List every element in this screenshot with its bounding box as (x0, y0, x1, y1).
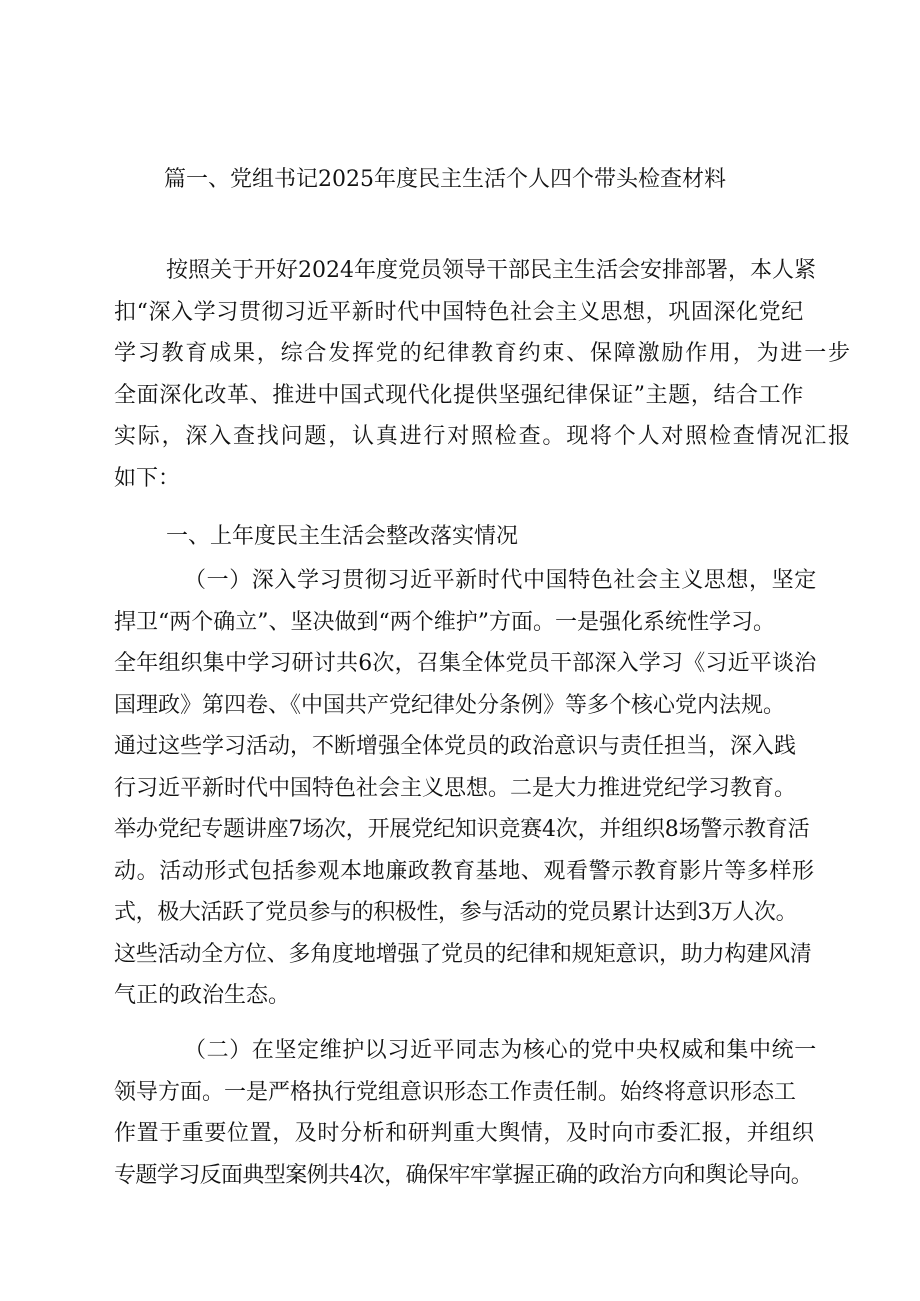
paragraph-line: 捍卫“两个确立”、坚决做到“两个维护”方面。一是强化系统性学习。 (114, 609, 775, 635)
paragraph-line: 扣“深入学习贯彻习近平新时代中国特色社会主义思想，巩固深化党纪 (114, 299, 804, 325)
paragraph-line: 作置于重要位置，及时分析和研判重大舆情，及时向市委汇报，并组织 (114, 1121, 815, 1146)
paragraph-line: 如下： (114, 465, 181, 491)
paragraph-line: 通过这些学习活动，不断增强全体党员的政治意识与责任担当，深入践 (114, 734, 797, 759)
document-title: 篇一、党组书记2025年度民主生活个人四个带头检查材料 (164, 167, 726, 192)
section-heading-text: 一、上年度民主生活会整改落实情况 (166, 524, 519, 549)
paragraph-line: （一）深入学习贯彻习近平新时代中国特色社会主义思想，坚定 (184, 568, 817, 593)
paragraph-line: 举办党纪专题讲座7场次，开展党纪知识竞赛4次，并组织8场警示教育活 (114, 817, 810, 842)
paragraph-line: 气正的政治生态。 (114, 983, 291, 1008)
paragraph-line: 领导方面。一是严格执行党组意识形态工作责任制。始终将意识形态工 (114, 1079, 797, 1105)
section-two-paragraph (114, 1030, 854, 1196)
paragraph-line: 按照关于开好2024年度党员领导干部民主生活会安排部署，本人紧 (166, 258, 816, 283)
paragraph-line: 实际，深入查找问题，认真进行对照检查。现将个人对照检查情况汇报 (114, 424, 852, 449)
paragraph-line: 式，极大活跃了党员参与的积极性，参与活动的党员累计达到3万人次。 (114, 900, 798, 925)
paragraph-line: 动。活动形式包括参观本地廉政教育基地、观看警示教育影片等多样形 (114, 858, 815, 884)
paragraph-line: 全面深化改革、推进中国式现代化提供坚强纪律保证”主题，结合工作 (114, 382, 804, 408)
paragraph-line: 学习教育成果，综合发挥党的纪律教育约束、保障激励作用，为进一步 (114, 341, 852, 366)
section-heading (114, 516, 854, 558)
paragraph-line: 国理政》第四卷、《中国共产党纪律处分条例》等多个核心党内法规。 (114, 692, 786, 718)
section-one-paragraph (114, 560, 854, 1017)
intro-paragraph (114, 250, 854, 499)
paragraph-line: 专题学习反面典型案例共4次，确保牢牢掌握正确的政治方向和舆论导向。 (114, 1162, 813, 1188)
paragraph-line: 这些活动全方位、多角度地增强了党员的纪律和规矩意识，助力构建风清 (114, 941, 812, 967)
paragraph-line: 行习近平新时代中国特色社会主义思想。二是大力推进党纪学习教育。 (114, 775, 797, 801)
paragraph-line: 全年组织集中学习研讨共6次，召集全体党员干部深入学习《习近平谈治 (114, 651, 817, 676)
paragraph-line: （二）在坚定维护以习近平同志为核心的党中央权威和集中统一 (184, 1038, 817, 1063)
